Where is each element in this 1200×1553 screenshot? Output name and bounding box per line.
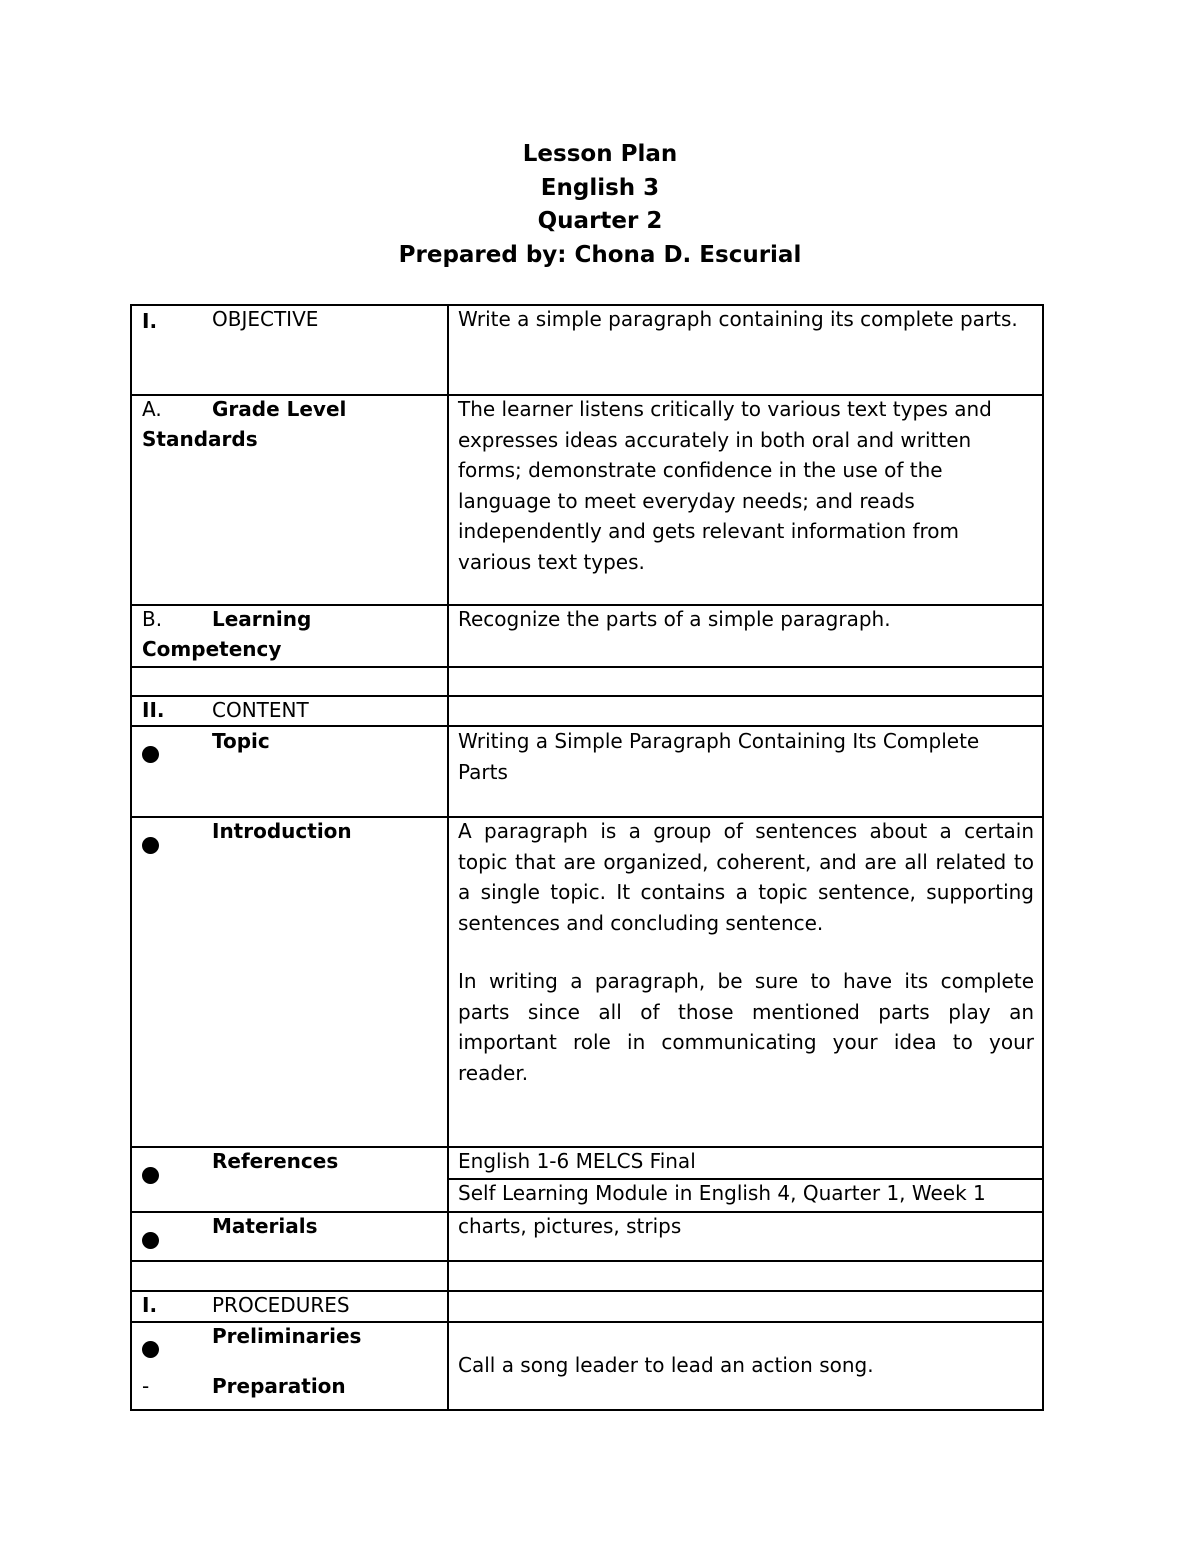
introduction-paragraph-1: A paragraph is a group of sentences about a certain topic that are organized, coherent, and are all related to a single topic. It contains a topic sentence, supporting sentences and concluding sentence. <box>458 819 1034 935</box>
preliminaries-label: Preliminaries <box>212 1324 362 1348</box>
competency-label-cont: Competency <box>142 637 282 661</box>
competency-label: Learning <box>212 607 312 631</box>
table-border-right <box>1042 304 1044 1411</box>
references-value-1: English 1-6 MELCS Final <box>458 1149 696 1173</box>
topic-value: Writing a Simple Paragraph Containing Its Complete Parts <box>458 729 980 784</box>
bullet-icon <box>142 1167 159 1184</box>
references-value-2: Self Learning Module in English 4, Quarter 1, Week 1 <box>458 1181 986 1205</box>
objective-marker: I. <box>142 309 158 333</box>
title-subject: English 3 <box>540 174 660 201</box>
objective-value: Write a simple paragraph containing its complete parts. <box>458 307 1018 331</box>
procedures-marker: I. <box>142 1293 158 1317</box>
content-marker: II. <box>142 698 165 722</box>
introduction-value <box>458 816 1034 1088</box>
bullet-icon <box>142 1232 159 1249</box>
title-quarter: Quarter 2 <box>537 208 663 234</box>
row-divider <box>130 666 1044 668</box>
introduction-paragraph-2: In writing a paragraph, be sure to have its complete parts since all of those mentioned parts play an important role in communicating your idea to your reader. <box>458 969 1034 1085</box>
introduction-label: Introduction <box>212 819 352 843</box>
column-divider <box>447 304 449 1411</box>
content-label: CONTENT <box>212 698 309 722</box>
competency-marker: B. <box>142 607 163 631</box>
table-border-left <box>130 304 132 1411</box>
bullet-icon <box>142 746 159 763</box>
materials-label: Materials <box>212 1214 318 1238</box>
competency-value: Recognize the parts of a simple paragraph. <box>458 607 891 631</box>
title-prepared-by: Prepared by: Chona D. Escurial <box>398 241 802 268</box>
table-border-bottom <box>130 1409 1044 1411</box>
row-divider <box>130 1260 1044 1262</box>
grade-level-label: Grade Level <box>212 397 347 421</box>
bullet-icon <box>142 837 159 854</box>
procedures-label: PROCEDURES <box>212 1293 350 1317</box>
bullet-icon <box>142 1341 159 1358</box>
references-label: References <box>212 1149 339 1173</box>
preparation-value: Call a song leader to lead an action song. <box>458 1353 874 1377</box>
grade-level-label-cont: Standards <box>142 427 258 451</box>
preparation-label: Preparation <box>212 1374 346 1398</box>
materials-value: charts, pictures, strips <box>458 1214 682 1238</box>
document-title-block <box>0 138 1200 272</box>
grade-level-marker: A. <box>142 397 162 421</box>
grade-level-value: The learner listens critically to various text types and expresses ideas accurately in both oral and written forms; demonstrate confidence in the use of the language to meet everyday needs; and reads independently and gets relevant information from various text types. <box>458 397 992 574</box>
lesson-plan-table <box>130 304 1044 1411</box>
preparation-dash: - <box>142 1374 150 1398</box>
title-lesson-plan: Lesson Plan <box>522 141 678 167</box>
objective-label: OBJECTIVE <box>212 307 319 331</box>
topic-label: Topic <box>212 729 270 753</box>
